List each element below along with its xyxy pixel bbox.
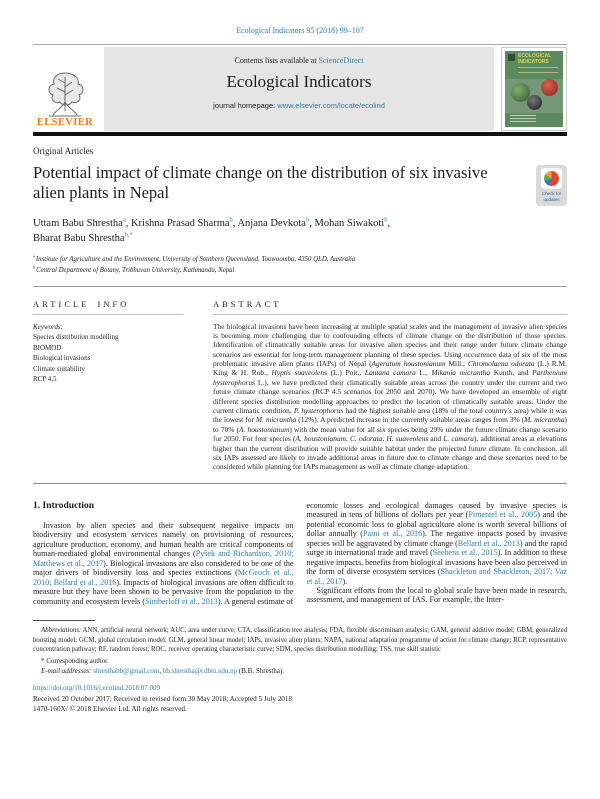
inline-link[interactable]: Seebens et al., 2015 bbox=[432, 548, 498, 558]
body-columns bbox=[33, 501, 567, 606]
superscript: b bbox=[305, 216, 310, 224]
text-segment: , bbox=[159, 667, 163, 676]
text-segment: had the highest suitable area (18% of the total country's area) while it was the lowest for bbox=[213, 406, 567, 425]
article-footer bbox=[33, 684, 567, 713]
text-segment: E-mail addresses: bbox=[41, 667, 92, 676]
email-addresses-note bbox=[33, 667, 567, 675]
text-segment: Parthenium hysterophorus bbox=[213, 368, 568, 387]
check-for-updates-button[interactable] bbox=[536, 165, 567, 206]
text-segment: Chromolaena odorata bbox=[467, 359, 535, 369]
text-segment: journal homepage: bbox=[213, 101, 278, 110]
body-column-right bbox=[307, 501, 568, 606]
inline-link[interactable]: Pyšek and Richardson, 2010; Matthews et al., 2017 bbox=[33, 549, 294, 568]
journal-cover-thumbnail[interactable] bbox=[501, 45, 567, 131]
text-segment: ANN, artificial neural network; AUC, area under curve; CTA, classification tree analysis; FDA, flexible discriminant analysis; GAM, general additive model; GBM, generalized boosting model; GCM, global circulation model; GLM, general linear model; IAPs, invasive alien plants; NAPA, national adaptation programme of action for climate change; RCP, representative concentration pathway; RF, random forest; ROC, receiver operating characteristic curve; SDM, species distribution modelling; TSS, true skill statistic bbox=[33, 626, 567, 654]
abstract-bottom-rule bbox=[33, 483, 567, 484]
text-segment: Contents lists available at bbox=[234, 56, 319, 65]
crossmark-icon bbox=[541, 168, 562, 189]
text-segment: ). In addition to these negative impacts, benefits from biological invasions have been also perceived in the form of diverse ecosystem services ( bbox=[306, 548, 568, 577]
text-segment: Ageratum houstonianum bbox=[371, 359, 446, 369]
check-updates-label: Check for updates bbox=[541, 191, 562, 202]
text-segment: ). Biological invasions are also considered to be one of the major drivers of biodiversity loss and species extinctions ( bbox=[33, 558, 294, 578]
text-segment: (B.B. Shrestha). bbox=[237, 667, 285, 676]
cover-frame bbox=[501, 47, 567, 131]
article-info-heading: ARTICLE INFO bbox=[33, 298, 130, 309]
article-info-rule bbox=[33, 314, 183, 315]
cover-photo-circle-dark bbox=[527, 95, 542, 110]
superscript: b bbox=[229, 216, 233, 224]
text-segment: * Corresponding author. bbox=[41, 657, 109, 666]
inline-link[interactable]: ScienceDirect bbox=[318, 56, 364, 65]
text-segment: , bbox=[345, 434, 350, 444]
text-segment: Abbreviations: bbox=[41, 626, 82, 634]
keywords-label: Keywords: bbox=[33, 322, 64, 331]
affiliation-b bbox=[33, 266, 567, 277]
text-segment: M. micrantha bbox=[524, 415, 565, 425]
text-segment: Invasion by alien species and their subsequent negative impacts on biodiversity and ecosystem services namely on provisioning of resources, agriculture production, economy, and human health are critical components of human-mediated global environmental changes ( bbox=[33, 520, 294, 559]
text-segment: ). bbox=[342, 576, 348, 586]
introduction-paragraph bbox=[307, 501, 568, 586]
inline-link[interactable]: bb.shrestha@cdbtu.edu.np bbox=[162, 667, 238, 676]
abstract-rule bbox=[213, 314, 567, 315]
text-segment: (L.) R.M. King & H. Rob., bbox=[213, 359, 567, 378]
inline-link[interactable]: https://doi.org/10.1016/j.ecolind.2018.07.009 bbox=[33, 684, 161, 693]
info-abstract-section bbox=[33, 299, 567, 472]
cover-photo-circle-red bbox=[541, 79, 558, 96]
text-segment: , bbox=[309, 218, 315, 229]
text-segment: ) and the rapid surge in international trade and travel ( bbox=[306, 538, 568, 558]
text-segment: Uttam Babu Shrestha bbox=[33, 218, 123, 229]
article-info-column bbox=[33, 299, 183, 472]
superscript: b bbox=[384, 216, 388, 224]
text-segment: , bbox=[232, 218, 238, 229]
inline-link[interactable]: shresthabb@gmail.com bbox=[93, 667, 160, 676]
text-segment: ) with the mean value for all six species being 29% under the future climate change scenario for 2050. For four species ( bbox=[213, 424, 567, 444]
text-segment: Lantana camara bbox=[364, 368, 416, 378]
text-segment: A. houstonianum bbox=[295, 434, 346, 444]
text-segment: ), additional areas at elevations higher than the current distribution will provide suitable habitat under the projected future climate. In conclusion, all six IAPs assessed are likely to invade additional areas in future due to climate change and these scenarios need to be considered while planning for IAPs management as well as climate change adaptation. bbox=[213, 434, 568, 472]
cover-subtitle-rules bbox=[518, 67, 558, 73]
text-segment: Krishna Prasad Sharma bbox=[130, 218, 230, 229]
text-segment: economic losses and ecological damages caused by invasive species is measured in tens of billions of dollars per year ( bbox=[306, 500, 567, 520]
header-divider-bar bbox=[33, 132, 567, 136]
text-segment: Significant efforts from the local to global scale have been made in research, assessment, and management of IAS. For example, the Inter- bbox=[306, 585, 567, 605]
text-segment: L., bbox=[415, 368, 432, 378]
text-segment: M. micrantha bbox=[255, 415, 297, 425]
text-segment: ) and the potential economic loss to global agriculture alone is worth several billions of dollar annually ( bbox=[306, 510, 568, 539]
abstract-text bbox=[213, 322, 567, 472]
text-segment: The biological invasions have been increasing at multiple spatial scales and the management of invasive alien species is becoming more challenging due to confounding effects of climate change on the distribution of those species. Identification of climatically suitable areas for invasive alien species and their range under future climate change scenarios are essential for long-term management planning of these species. Using occurrence data of six of the most problematic invasive alien plants (IAPs) of Nepal ( bbox=[213, 321, 567, 369]
abstract-column bbox=[213, 299, 567, 472]
contents-list-line bbox=[104, 56, 494, 65]
text-segment: and bbox=[428, 434, 444, 444]
journal-homepage-line bbox=[104, 101, 494, 110]
superscript: b bbox=[33, 264, 37, 270]
text-segment: ). A general estimate of bbox=[217, 596, 294, 606]
keyword-item: RCP 4.5 bbox=[33, 375, 57, 383]
elsevier-wordmark: ELSEVIER bbox=[36, 117, 94, 128]
text-segment: Central Department of Botany, Tribhuvan University, Kathmandu, Nepal bbox=[36, 266, 235, 274]
inline-link[interactable]: www.elsevier.com/locate/ecolind bbox=[277, 101, 385, 110]
text-segment: Bharat Babu Shrestha bbox=[33, 233, 125, 245]
body-column-left bbox=[33, 501, 294, 606]
keyword-item: Species distribution modelling bbox=[33, 333, 119, 341]
text-segment: C. odorata bbox=[350, 434, 383, 444]
issn-copyright: 1470-160X/ © 2018 Elsevier Ltd. All rights reserved. bbox=[33, 705, 187, 714]
introduction-heading: 1. Introduction bbox=[33, 500, 95, 511]
inline-link[interactable]: McGeoch et al., 2010; Bellard et al., 2016 bbox=[33, 568, 294, 587]
footnotes-block bbox=[33, 620, 567, 675]
text-segment: L.), we have predicted their climatically suitable areas across the country under the current and two future climate change scenarios (RCP 4.5 scenarios for 2050 and 2070). We have developed an ensemble of eight different species distribution modelling approaches to predict the location of climatically suitable areas. Under the current climatic condition, bbox=[213, 377, 567, 416]
cover-publisher-mark bbox=[508, 54, 515, 61]
cover-art bbox=[505, 51, 563, 127]
inline-link[interactable]: Bellard et al., 2013 bbox=[457, 538, 520, 548]
keyword-item: BIOMOD bbox=[33, 343, 62, 352]
affiliations bbox=[33, 255, 567, 276]
text-segment: Anjana Devkota bbox=[237, 218, 306, 229]
cover-title: ECOLOGICAL INDICATORS bbox=[518, 53, 552, 65]
inline-link[interactable]: Shackleton and Shackleton, 2017; Vaz et al., 2017 bbox=[306, 567, 567, 586]
footnote-rule bbox=[33, 620, 95, 621]
text-segment: , bbox=[387, 218, 391, 229]
inline-link[interactable]: Pimentel et al., 2005 bbox=[468, 510, 538, 520]
superscript: a bbox=[122, 216, 126, 224]
journal-banner bbox=[104, 47, 494, 131]
introduction-paragraph bbox=[307, 586, 568, 605]
article-type-label: Original Articles bbox=[33, 146, 94, 156]
text-segment: (L.) Poit., bbox=[326, 368, 365, 378]
cover-footer-lines bbox=[510, 113, 536, 122]
text-segment: ). Impacts of biological invasions are often difficult to measure but they have been shown to be pervasive from the population to the community and ecosystem levels ( bbox=[33, 577, 294, 606]
crossmark-circle-icon bbox=[544, 171, 559, 186]
text-segment: Hyptis suaveolens bbox=[271, 368, 327, 378]
doi-link[interactable] bbox=[33, 684, 567, 692]
elsevier-logo bbox=[33, 45, 97, 131]
affiliation-a bbox=[33, 255, 567, 266]
journal-reference: Ecological Indicators 95 (2018) 99–107 bbox=[236, 26, 364, 35]
text-segment: Mill., bbox=[445, 359, 468, 369]
journal-title: Ecological Indicators bbox=[226, 72, 372, 91]
section-divider bbox=[33, 286, 567, 287]
text-segment: L. camara bbox=[443, 434, 474, 444]
text-segment: Kunth, and bbox=[490, 368, 533, 378]
inline-link[interactable]: Simberloff et al., 2013 bbox=[144, 596, 218, 606]
inline-link[interactable]: Paini et al., 2016 bbox=[363, 529, 423, 539]
introduction-paragraph bbox=[33, 521, 294, 606]
title-row bbox=[33, 163, 567, 206]
text-segment: ) to 70% ( bbox=[213, 415, 567, 434]
superscript: b,* bbox=[124, 231, 133, 239]
text-segment: , bbox=[125, 218, 131, 229]
superscript: a bbox=[33, 254, 36, 260]
abstract-heading: ABSTRACT bbox=[213, 298, 282, 309]
text-segment: , bbox=[382, 434, 387, 444]
author-list bbox=[33, 216, 567, 246]
text-segment: Mohan Siwakoti bbox=[314, 218, 385, 229]
journal-header bbox=[33, 44, 567, 131]
elsevier-tree-icon bbox=[44, 71, 86, 117]
text-segment: H. suaveolens bbox=[386, 434, 429, 444]
keyword-item: Biological invasions bbox=[33, 354, 91, 362]
text-segment: Mikania micrantha bbox=[431, 368, 491, 378]
text-segment: Institute for Agriculture and the Environment, University of Southern Queensland, Toowoomba, 4350 QLD, Australia bbox=[35, 256, 356, 264]
keyword-item: Climate suitability bbox=[33, 364, 85, 373]
text-segment: A. houstonianum bbox=[239, 424, 290, 434]
text-segment: ). The negative impacts posed by invasive species will be aggravated by climate change ( bbox=[306, 529, 567, 548]
text-segment: P. hysterophorus bbox=[293, 406, 344, 416]
text-segment: (12%). A predicted increase in the currently suitable areas ranges from 3% ( bbox=[296, 415, 525, 425]
received-dates: Received 20 October 2017; Received in revised form 30 May 2018; Accepted 5 July 2018 bbox=[33, 695, 293, 704]
article-title: Potential impact of climate change on the distribution of six invasive alien plants in Nepal bbox=[33, 163, 488, 203]
corresponding-author-note bbox=[33, 657, 567, 665]
abbreviations-footnote bbox=[33, 626, 567, 655]
